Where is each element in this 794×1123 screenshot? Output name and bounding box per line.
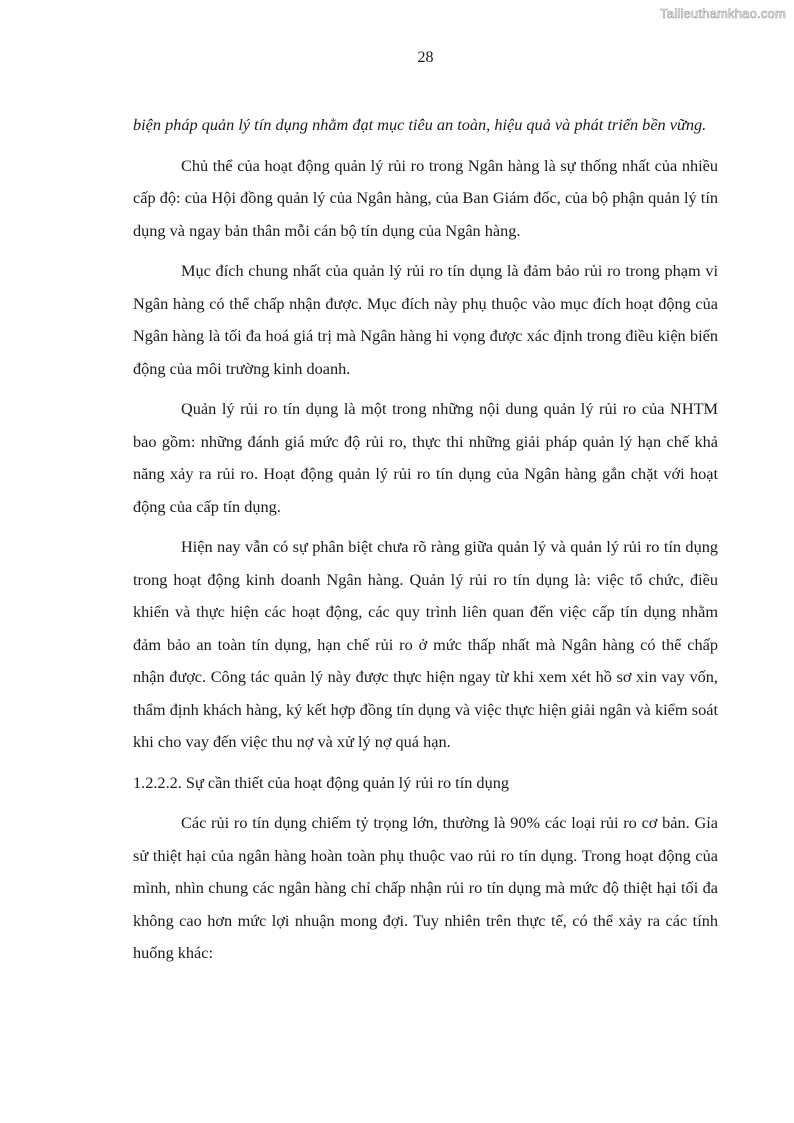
- paragraph-distinction: Hiện nay vẫn có sự phân biệt chưa rõ ràng giữa quản lý và quản lý rủi ro tín dụng trong hoạt động kinh doanh Ngân hàng. Quản lý rủi ro tín dụng là: việc tổ chức, điều khiển và thực hiện các hoạt động, các quy trình liên quan đến việc cấp tín dụng nhằm đảm bảo an toàn tín dụng, hạn chế rủi ro ở mức thấp nhất mà Ngân hàng có thể chấp nhận được. Công tác quản lý này được thực hiện ngay từ khi xem xét hồ sơ xin vay vốn, thẩm định khách hàng, ký kết hợp đồng tín dụng và việc thực hiện giải ngân và kiểm soát khi cho vay đến việc thu nợ và xử lý nợ quá hạn.: [133, 537, 718, 751]
- document-body: [133, 109, 718, 978]
- paragraph-purpose: Mục đích chung nhất của quản lý rủi ro tín dụng là đảm bảo rủi ro trong phạm vi Ngân hàng có thể chấp nhận được. Mục đích này phụ thuộc vào mục đích hoạt động của Ngân hàng là tối đa hoá giá trị mà Ngân hàng hi vọng được xác định trong điều kiện biến động của môi trường kinh doanh.: [133, 261, 718, 378]
- section-heading: 1.2.2.2. Sự cần thiết của hoạt động quản lý rủi ro tín dụng: [133, 772, 509, 792]
- page-number: 28: [417, 49, 434, 66]
- watermark: Tailieuthamkhao.com: [660, 6, 786, 21]
- paragraph-content: Quản lý rủi ro tín dụng là một trong những nội dung quản lý rủi ro của NHTM bao gồm: những đánh giá mức độ rủi ro, thực thi những giải pháp quản lý hạn chế khả năng xảy ra rủi ro. Hoạt động quản lý rủi ro tín dụng của Ngân hàng gắn chặt với hoạt động của cấp tín dụng.: [133, 399, 718, 516]
- paragraph-continuation: biện pháp quản lý tín dụng nhằm đạt mục tiêu an toàn, hiệu quả và phát triển bền vững.: [133, 115, 707, 134]
- paragraph-necessity: Các rủi ro tín dụng chiếm tỷ trọng lớn, thường là 90% các loại rủi ro cơ bản. Gỉa sử thiệt hại của ngân hàng hoàn toàn phụ thuộc vao rủi ro tín dụng. Trong hoạt động của mình, nhìn chung các ngân hàng chỉ chấp nhận rủi ro tín dụng mà mức độ thiệt hại tối đa không cao hơn mức lợi nhuận mong đợi. Tuy nhiên trên thực tế, có thể xảy ra các tính huống khác:: [133, 813, 718, 962]
- paragraph-subject: Chủ thể của hoạt động quản lý rủi ro trong Ngân hàng là sự thống nhất của nhiều cấp độ: của Hội đồng quản lý của Ngân hàng, của Ban Giám đốc, của bộ phận quản lý tín dụng và ngay bản thân mỗi cán bộ tín dụng của Ngân hàng.: [133, 155, 718, 240]
